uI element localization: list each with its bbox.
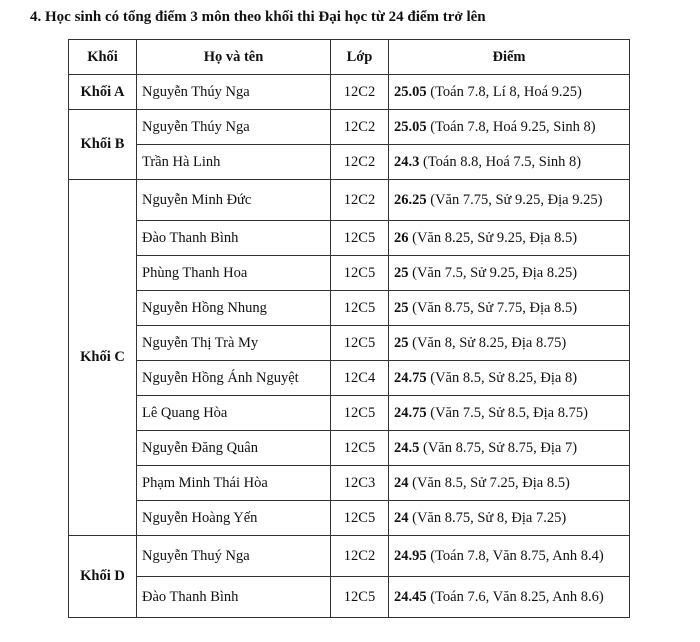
student-name: Phạm Minh Thái Hòa [137, 466, 331, 501]
header-name: Họ và tên [137, 40, 331, 75]
student-name: Đào Thanh Bình [137, 577, 331, 618]
table-row [69, 75, 630, 110]
student-score [389, 466, 630, 501]
header-class: Lớp [331, 40, 389, 75]
block-a-cell: Khối A [69, 75, 137, 110]
section-heading: 4. Học sinh có tổng điểm 3 môn theo khối thi Đại học từ 24 điểm trở lên [30, 9, 486, 25]
header-score: Điểm [389, 40, 630, 75]
score-detail: (Văn 7.75, Sử 9.25, Địa 9.25) [426, 191, 603, 208]
score-detail: (Văn 7.5, Sử 8.5, Địa 8.75) [426, 404, 588, 421]
student-score [389, 110, 630, 145]
score-total: 25 [394, 334, 409, 351]
student-class: 12C5 [331, 326, 389, 361]
student-name: Nguyễn Minh Đức [137, 180, 331, 221]
student-class: 12C2 [331, 110, 389, 145]
student-name: Lê Quang Hòa [137, 396, 331, 431]
header-block: Khối [69, 40, 137, 75]
score-total: 24.5 [394, 439, 420, 456]
score-total: 25.05 [394, 83, 427, 100]
score-detail: (Văn 8.5, Sử 7.25, Địa 8.5) [408, 474, 570, 491]
student-class: 12C2 [331, 180, 389, 221]
table-row [69, 145, 630, 180]
student-score [389, 75, 630, 110]
student-name: Nguyễn Thuý Nga [137, 536, 331, 577]
score-detail: (Văn 8, Sử 8.25, Địa 8.75) [408, 334, 567, 351]
table-row [69, 577, 630, 618]
student-class: 12C5 [331, 577, 389, 618]
student-class: 12C3 [331, 466, 389, 501]
score-detail: (Toán 7.8, Lí 8, Hoá 9.25) [426, 83, 582, 100]
score-total: 24 [394, 474, 409, 491]
block-b-cell: Khối B [69, 110, 137, 180]
score-detail: (Văn 8.25, Sử 9.25, Địa 8.5) [408, 229, 578, 246]
table-row [69, 536, 630, 577]
table-row [69, 256, 630, 291]
score-detail: (Văn 8.75, Sử 8, Địa 7.25) [408, 509, 567, 526]
student-score [389, 291, 630, 326]
student-name: Nguyễn Hoàng Yến [137, 501, 331, 536]
score-detail: (Văn 8.75, Sử 8.75, Địa 7) [419, 439, 578, 456]
table-row [69, 501, 630, 536]
score-detail: (Văn 7.5, Sử 9.25, Địa 8.25) [408, 264, 578, 281]
table-row [69, 291, 630, 326]
score-detail: (Toán 7.8, Văn 8.75, Anh 8.4) [426, 547, 604, 564]
student-score [389, 145, 630, 180]
student-class: 12C4 [331, 361, 389, 396]
student-name: Đào Thanh Bình [137, 221, 331, 256]
score-detail: (Toán 7.6, Văn 8.25, Anh 8.6) [426, 588, 604, 605]
student-class: 12C5 [331, 431, 389, 466]
student-class: 12C5 [331, 396, 389, 431]
score-detail: (Toán 8.8, Hoá 7.5, Sinh 8) [419, 153, 582, 170]
score-total: 24.45 [394, 588, 427, 605]
student-class: 12C2 [331, 536, 389, 577]
student-name: Trần Hà Linh [137, 145, 331, 180]
student-name: Nguyễn Thúy Nga [137, 75, 331, 110]
table-row [69, 396, 630, 431]
student-class: 12C5 [331, 291, 389, 326]
student-name: Phùng Thanh Hoa [137, 256, 331, 291]
score-total: 25.05 [394, 118, 427, 135]
table-row [69, 221, 630, 256]
student-score [389, 431, 630, 466]
score-total: 24.95 [394, 547, 427, 564]
student-score [389, 326, 630, 361]
student-name: Nguyễn Thị Trà My [137, 326, 331, 361]
student-class: 12C5 [331, 221, 389, 256]
score-total: 25 [394, 264, 409, 281]
student-score [389, 361, 630, 396]
student-class: 12C5 [331, 501, 389, 536]
score-detail: (Toán 7.8, Hoá 9.25, Sinh 8) [426, 118, 596, 135]
student-class: 12C2 [331, 75, 389, 110]
student-score [389, 180, 630, 221]
table-row [69, 110, 630, 145]
student-name: Nguyễn Hồng Ánh Nguyệt [137, 361, 331, 396]
table-row [69, 466, 630, 501]
student-score [389, 256, 630, 291]
student-score [389, 577, 630, 618]
score-table [68, 39, 630, 618]
block-c-cell: Khối C [69, 180, 137, 536]
score-total: 24.75 [394, 369, 427, 386]
table-row [69, 180, 630, 221]
score-detail: (Văn 8.5, Sử 8.25, Địa 8) [426, 369, 578, 386]
block-d-cell: Khối D [69, 536, 137, 618]
student-class: 12C5 [331, 256, 389, 291]
student-score [389, 501, 630, 536]
score-total: 26 [394, 229, 409, 246]
score-total: 26.25 [394, 191, 427, 208]
header-row [69, 40, 630, 75]
score-total: 24.75 [394, 404, 427, 421]
student-name: Nguyễn Thúy Nga [137, 110, 331, 145]
student-score [389, 396, 630, 431]
table-row [69, 361, 630, 396]
student-name: Nguyễn Hồng Nhung [137, 291, 331, 326]
score-detail: (Văn 8.75, Sử 7.75, Địa 8.5) [408, 299, 578, 316]
score-total: 24 [394, 509, 409, 526]
student-score [389, 221, 630, 256]
student-score [389, 536, 630, 577]
score-total: 25 [394, 299, 409, 316]
table-row [69, 326, 630, 361]
table-row [69, 431, 630, 466]
student-name: Nguyễn Đăng Quân [137, 431, 331, 466]
score-total: 24.3 [394, 153, 420, 170]
student-class: 12C2 [331, 145, 389, 180]
